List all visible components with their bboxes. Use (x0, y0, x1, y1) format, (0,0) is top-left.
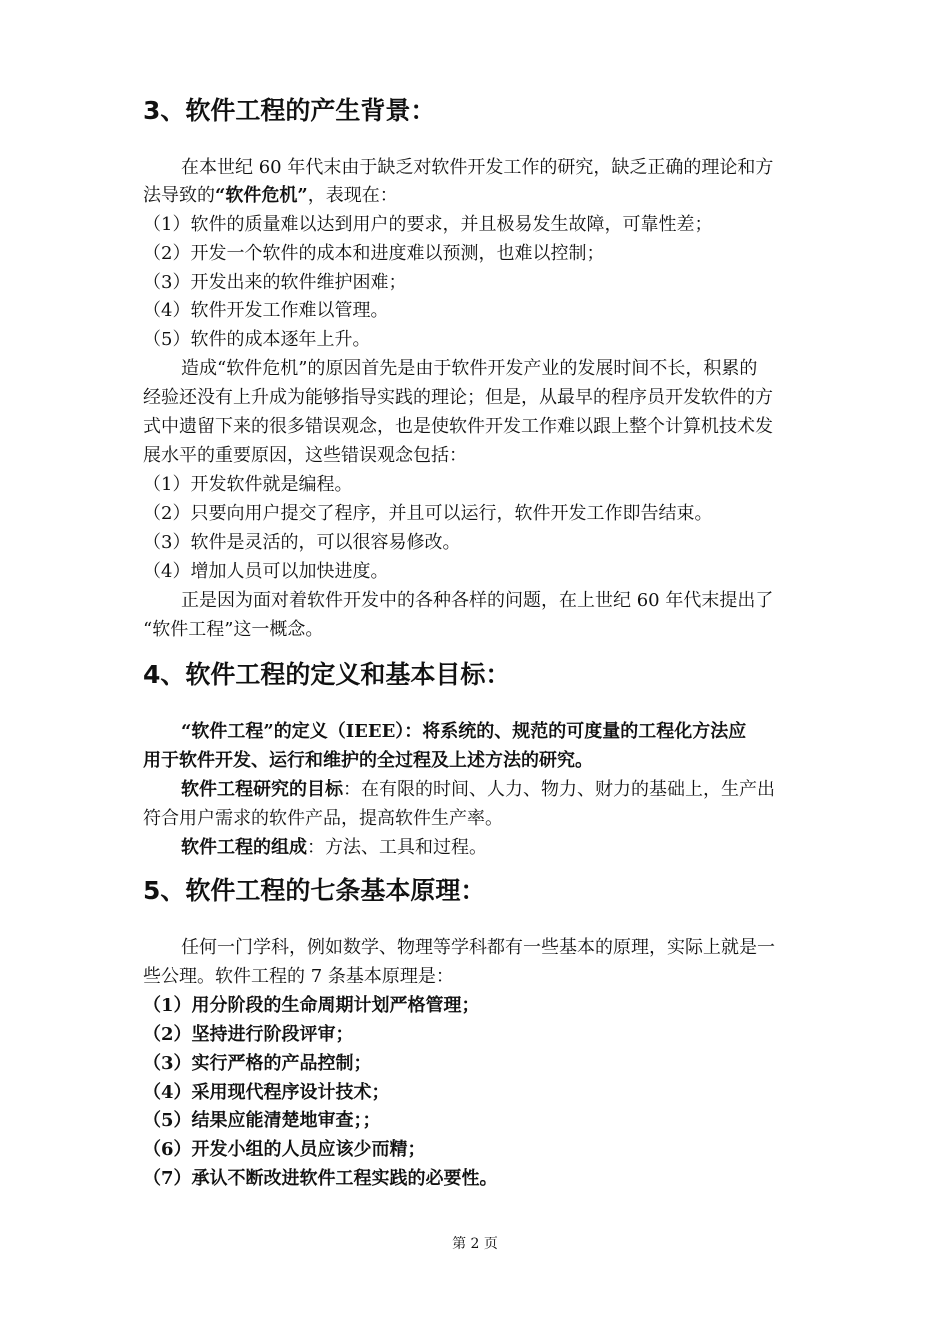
goal-line-2: 符合用户需求的软件产品，提高软件生产率。 (143, 808, 503, 829)
goal-text: ：在有限的时间、人力、物力、财力的基础上，生产出 (343, 779, 775, 800)
principle-item: （1）用分阶段的生命周期计划严格管理； (143, 995, 480, 1016)
definition-line-2: 用于软件开发、运行和维护的全过程及上述方法的研究。 (143, 750, 593, 771)
symptom-item: （2）开发一个软件的成本和进度难以预测，也难以控制； (143, 243, 605, 264)
section-3-intro-line-2 (143, 185, 815, 207)
principle-item: （3）实行严格的产品控制； (143, 1053, 372, 1074)
goal-label: 软件工程研究的目标 (181, 779, 343, 800)
intro-text-tail: ，表现在： (307, 185, 398, 206)
cause-paragraph-line: 式中遗留下来的很多错误观念，也是使软件开发工作难以跟上整个计算机技术发 (143, 416, 773, 437)
misconception-item: （4）增加人员可以加快进度。 (143, 561, 389, 582)
symptom-item: （3）开发出来的软件维护困难； (143, 272, 407, 293)
section-4-heading: 4、软件工程的定义和基本目标： (143, 660, 511, 689)
software-crisis-term: “软件危机” (215, 185, 308, 206)
definition-line-1: “软件工程”的定义（IEEE）：将系统的、规范的可度量的工程化方法应 (181, 721, 747, 742)
principle-item: （5）结果应能清楚地审查；； (143, 1110, 381, 1131)
symptom-item: （5）软件的成本逐年上升。 (143, 329, 371, 350)
principle-item: （2）坚持进行阶段评审； (143, 1024, 354, 1045)
principle-item: （6）开发小组的人员应该少而精； (143, 1139, 426, 1160)
principle-item: （7）承认不断改进软件工程实践的必要性。 (143, 1168, 498, 1189)
cause-paragraph-line: 展水平的重要原因，这些错误观念包括： (143, 445, 467, 466)
section-5-intro-line-2: 些公理。软件工程的 7 条基本原理是： (143, 966, 454, 987)
conclusion-line-1: 正是因为面对着软件开发中的各种各样的问题，在上世纪 60 年代末提出了 (181, 590, 774, 611)
cause-paragraph-line: 经验还没有上升成为能够指导实践的理论；但是，从最早的程序员开发软件的方 (143, 387, 773, 408)
intro-text: 法导致的 (143, 185, 215, 206)
conclusion-line-2: “软件工程”这一概念。 (143, 619, 324, 640)
page-number: 第 2 页 (452, 1236, 498, 1252)
goal-line-1 (181, 779, 853, 801)
symptom-item: （1）软件的质量难以达到用户的要求，并且极易发生故障，可靠性差； (143, 214, 713, 235)
misconception-item: （2）只要向用户提交了程序，并且可以运行，软件开发工作即告结束。 (143, 503, 713, 524)
section-3-intro-line-1: 在本世纪 60 年代末由于缺乏对软件开发工作的研究，缺乏正确的理论和方 (181, 157, 774, 178)
composition-text: ：方法、工具和过程。 (307, 837, 487, 858)
section-5-heading: 5、软件工程的七条基本原理： (143, 876, 486, 905)
cause-paragraph-line: 造成“软件危机”的原因首先是由于软件开发产业的发展时间不长，积累的 (181, 358, 758, 379)
misconception-item: （3）软件是灵活的，可以很容易修改。 (143, 532, 461, 553)
symptom-item: （4）软件开发工作难以管理。 (143, 300, 389, 321)
misconception-item: （1）开发软件就是编程。 (143, 474, 353, 495)
principle-item: （4）采用现代程序设计技术； (143, 1082, 390, 1103)
section-3-heading: 3、软件工程的产生背景： (143, 96, 436, 125)
section-5-intro-line-1: 任何一门学科，例如数学、物理等学科都有一些基本的原理，实际上就是一 (181, 937, 775, 958)
composition-line (181, 837, 853, 859)
composition-label: 软件工程的组成 (181, 837, 307, 858)
